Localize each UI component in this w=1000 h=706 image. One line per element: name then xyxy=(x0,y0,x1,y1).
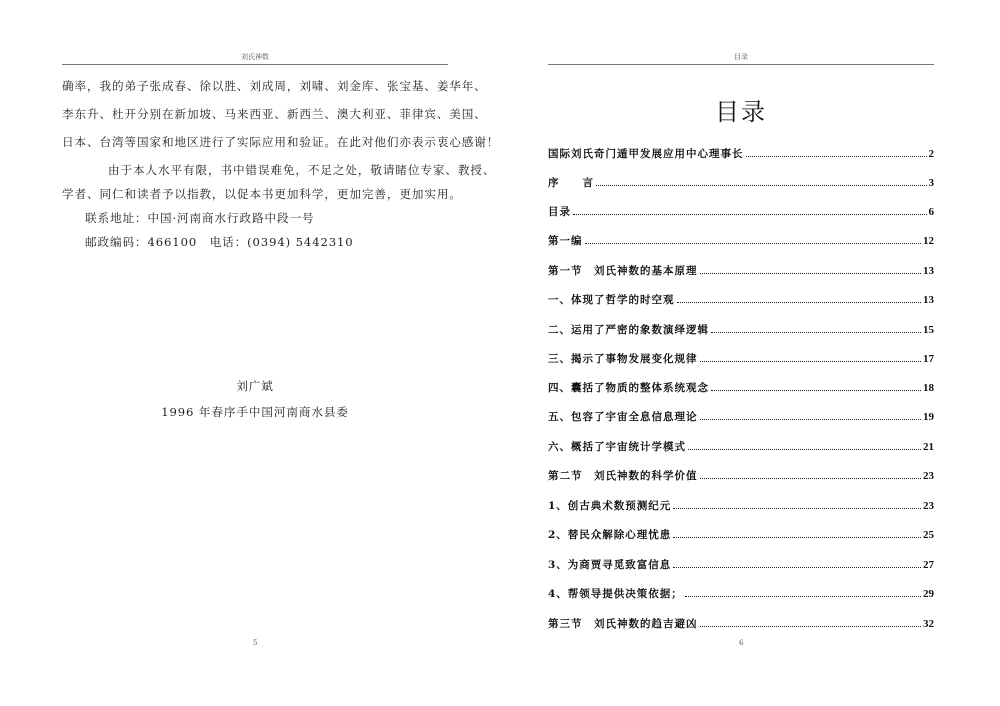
toc-entry[interactable] xyxy=(548,263,934,279)
paragraph-line: 由于本人水平有限，书中错误难免，不足之处，敬请睹位专家、教授、 xyxy=(108,163,496,177)
toc-entry-label: 第一节 刘氏神数的基本原理 xyxy=(548,265,698,277)
toc-entry-page: 15 xyxy=(923,324,934,336)
toc-entry-label: 国际刘氏奇门遁甲发展应用中心理事长 xyxy=(548,148,744,160)
toc-entry[interactable] xyxy=(548,557,934,573)
toc-entry-label: 4、帮领导提供决策依据； xyxy=(548,588,683,600)
toc-entry-label: 3、为商贾寻觅致富信息 xyxy=(548,559,672,571)
toc-entry-label: 第三节 刘氏神数的趋吉避凶 xyxy=(548,618,698,630)
toc-entry-label: 2、替民众解除心理忧患 xyxy=(548,529,672,541)
dot-leader xyxy=(673,508,921,509)
dot-leader xyxy=(596,185,927,186)
toc-entry-label: 五、包容了宇宙全息信息理论 xyxy=(548,411,698,423)
toc-entry[interactable] xyxy=(548,616,934,632)
page-number: 6 xyxy=(739,639,744,647)
toc-entry-label: 六、概括了宇宙统计学模式 xyxy=(548,441,686,453)
toc-entry-page: 13 xyxy=(923,265,934,277)
toc-entry[interactable] xyxy=(548,586,934,602)
toc-entry[interactable] xyxy=(548,322,934,338)
contact-postal-phone: 邮政编码：466100 电话：(0394) 5442310 xyxy=(85,235,354,249)
toc-entry-label: 目录 xyxy=(548,206,571,218)
toc-entry[interactable] xyxy=(548,468,934,484)
right-page xyxy=(500,0,1000,706)
toc-entry[interactable] xyxy=(548,175,934,191)
signature-date: 1996 年春序手中国河南商水县委 xyxy=(161,405,349,419)
toc-entry-label: 第一编 xyxy=(548,235,583,247)
dot-leader xyxy=(700,273,922,274)
toc-entry-page: 19 xyxy=(923,411,934,423)
toc-entry-page: 29 xyxy=(923,588,934,600)
contact-address: 联系地址：中国·河南商水行政路中段一号 xyxy=(85,211,315,225)
toc-entry-page: 21 xyxy=(923,441,934,453)
toc-entry-page: 23 xyxy=(923,470,934,482)
toc-title: 目录 xyxy=(715,98,767,126)
toc-entry-label: 第二节 刘氏神数的科学价值 xyxy=(548,470,698,482)
dot-leader xyxy=(700,478,922,479)
toc-entry[interactable] xyxy=(548,439,934,455)
toc-entry-page: 17 xyxy=(923,353,934,365)
dot-leader xyxy=(685,596,921,597)
toc-entry-label: 一、体现了哲学的时空观 xyxy=(548,294,675,306)
toc-entry-page: 32 xyxy=(923,618,934,630)
dot-leader xyxy=(700,626,922,627)
toc-entry-page: 27 xyxy=(923,559,934,571)
toc-entry-page: 25 xyxy=(923,529,934,541)
toc-entry-page: 2 xyxy=(928,148,934,160)
toc-entry-page: 12 xyxy=(923,235,934,247)
signature-name: 刘广斌 xyxy=(236,379,274,393)
dot-leader xyxy=(677,302,922,303)
toc-entry[interactable] xyxy=(548,380,934,396)
toc-entry-page: 6 xyxy=(928,206,934,218)
paragraph-line: 日本、台湾等国家和地区进行了实际应用和验证。在此对他们亦表示衷心感谢！ xyxy=(62,135,500,149)
running-header: 目录 xyxy=(734,53,748,61)
toc-entry[interactable] xyxy=(548,233,934,249)
dot-leader xyxy=(585,243,922,244)
header-rule xyxy=(548,64,934,65)
toc-entry[interactable] xyxy=(548,498,934,514)
dot-leader xyxy=(700,361,922,362)
toc-entry[interactable] xyxy=(548,292,934,308)
toc-entry-page: 23 xyxy=(923,500,934,512)
toc-entry-label: 1、创古典术数预测纪元 xyxy=(548,500,672,512)
toc-entry-page: 18 xyxy=(923,382,934,394)
toc-entry-label: 序 言 xyxy=(548,177,594,189)
paragraph-line: 确率，我的弟子张成春、徐以胜、刘成周，刘啸、刘金库、张宝基、姜华年、 xyxy=(62,79,487,93)
dot-leader xyxy=(711,332,921,333)
dot-leader xyxy=(688,449,921,450)
toc-entry[interactable] xyxy=(548,351,934,367)
paragraph-line: 学者、同仁和读者予以指教，以促本书更加科学，更加完善，更加实用。 xyxy=(62,187,462,201)
toc-entry[interactable] xyxy=(548,527,934,543)
toc-entry-page: 13 xyxy=(923,294,934,306)
toc-entry[interactable] xyxy=(548,204,934,220)
paragraph-line: 李东升、杜开分别在新加坡、马来西亚、新西兰、澳大利亚、菲律宾、美国、 xyxy=(62,107,487,121)
dot-leader xyxy=(746,156,927,157)
toc-entry[interactable] xyxy=(548,146,934,162)
dot-leader xyxy=(673,537,921,538)
dot-leader xyxy=(700,419,922,420)
toc-entry-label: 二、运用了严密的象数演绎逻辑 xyxy=(548,324,709,336)
toc-entry-label: 三、揭示了事物发展变化规律 xyxy=(548,353,698,365)
toc-entry[interactable] xyxy=(548,409,934,425)
header-rule xyxy=(62,64,448,65)
page-number: 5 xyxy=(253,639,258,647)
dot-leader xyxy=(711,390,921,391)
toc-entry-label: 四、囊括了物质的整体系统观念 xyxy=(548,382,709,394)
dot-leader xyxy=(573,214,927,215)
running-header: 刘氏神数 xyxy=(241,53,269,61)
dot-leader xyxy=(673,567,921,568)
toc-entry-page: 3 xyxy=(928,177,934,189)
